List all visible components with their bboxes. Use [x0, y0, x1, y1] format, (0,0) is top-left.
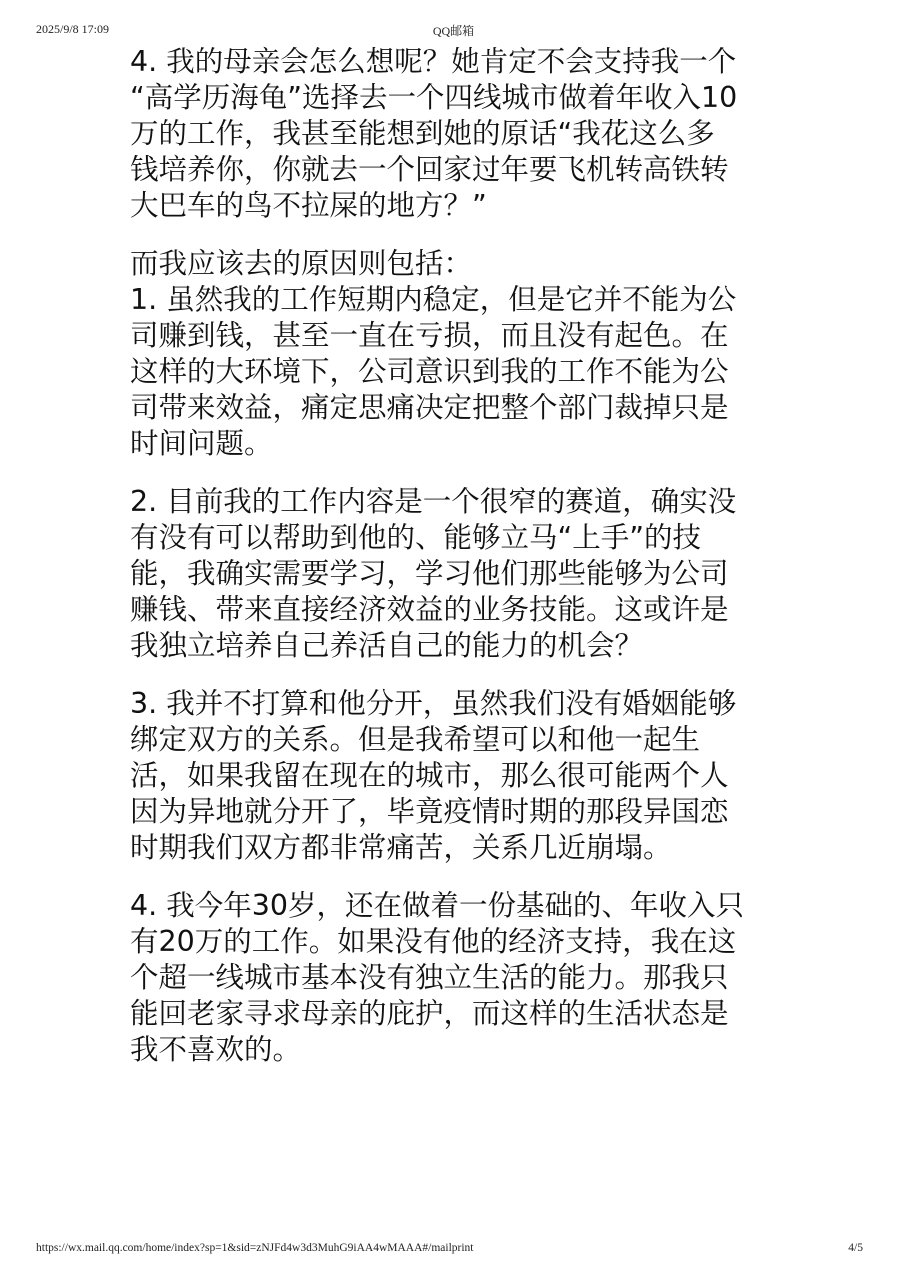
paragraph-gap — [130, 664, 770, 686]
paragraph-gap — [130, 224, 770, 246]
print-title: QQ邮箱 — [432, 24, 475, 38]
paragraph-gap — [130, 462, 770, 484]
paragraph-reason-4: 4. 我今年30岁，还在做着一份基础的、年收入只 有20万的工作。如果没有他的经济支持，我在这 个超一线城市基本没有独立生活的能力。那我只 能回老家寻求母亲的庇护，而这样的生活状态是 我不喜欢的。 — [130, 889, 745, 1066]
paragraph-mother-opinion: 4. 我的母亲会怎么想呢？她肯定不会支持我一个 “高学历海龟”选择去一个四线城市做着年收入10 万的工作，我甚至能想到她的原话“我花这么多 钱培养你，你就去一个回家过年要飞机转高铁转 大巴车的鸟不拉屎的地方？” — [130, 45, 738, 222]
paragraph-reason-3: 3. 我并不打算和他分开，虽然我们没有婚姻能够 绑定双方的关系。但是我希望可以和他一起生 活，如果我留在现在的城市，那么很可能两个人 因为异地就分开了，毕竟疫情时期的那段异国恋 时期我们双方都非常痛苦，关系几近崩塌。 — [130, 687, 737, 864]
paragraph-reason-2: 2. 目前我的工作内容是一个很窄的赛道，确实没 有没有可以帮助到他的、能够立马“上手”的技 能，我确实需要学习，学习他们那些能够为公司 赚钱、带来直接经济效益的业务技能。这或许是 我独立培养自己养活自己的能力的机会？ — [130, 485, 737, 662]
page-number: 4/5 — [848, 1242, 863, 1254]
print-footer — [0, 1242, 907, 1262]
paragraph-gap — [130, 866, 770, 888]
print-header — [0, 22, 907, 42]
print-url: https://wx.mail.qq.com/home/index?sp=1&sid=zNJFd4w3d3MuhG9iAA4wMAAA#/mailprint — [36, 1242, 474, 1254]
email-body — [130, 44, 770, 1068]
paragraph-reasons-intro: 而我应该去的原因则包括： 1. 虽然我的工作短期内稳定，但是它并不能为公 司赚到钱，甚至一直在亏损，而且没有起色。在 这样的大环境下，公司意识到我的工作不能为公 司带来效益，痛定思痛决定把整个部门裁掉只是 时间问题。 — [130, 247, 737, 460]
print-timestamp: 2025/9/8 17:09 — [36, 22, 110, 36]
